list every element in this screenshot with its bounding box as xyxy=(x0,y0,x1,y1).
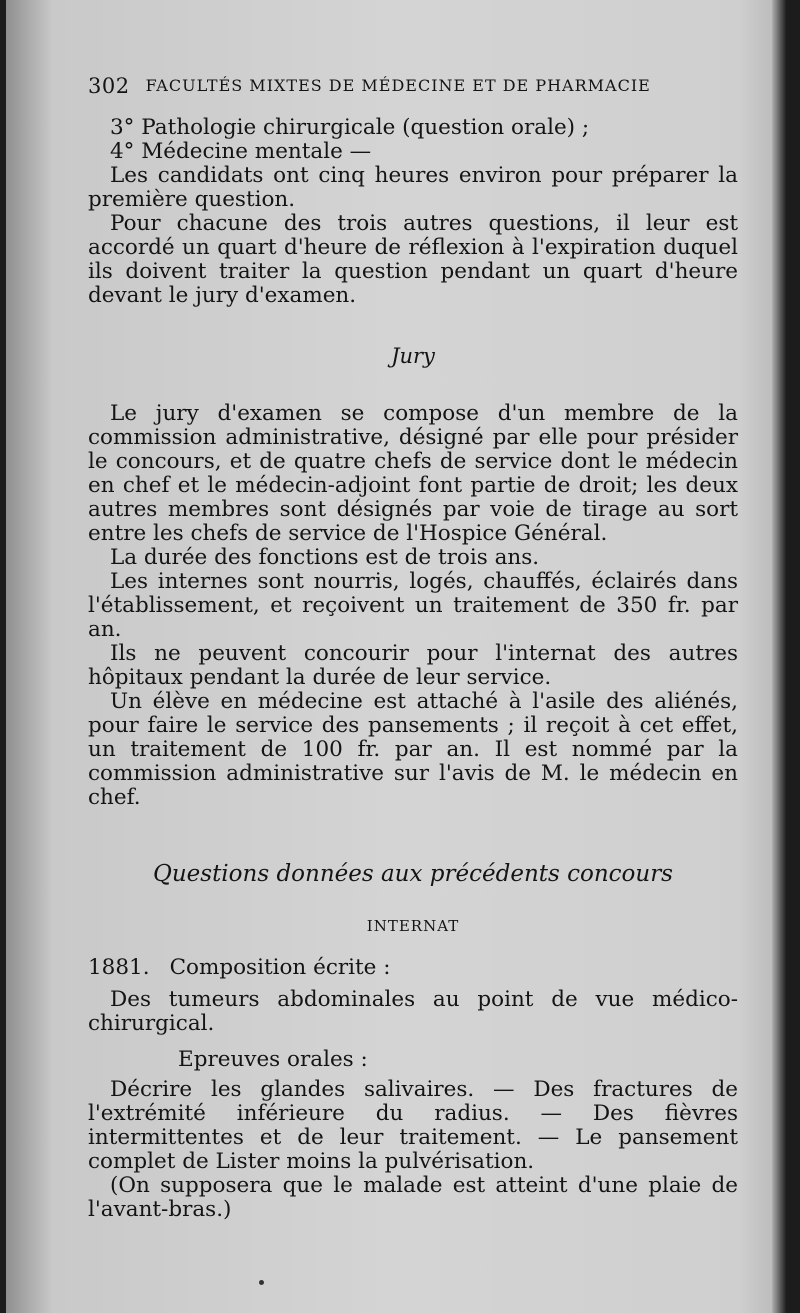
oral-label: Epreuves orales : xyxy=(178,1047,368,1072)
year: 1881. xyxy=(88,955,150,980)
jury-paragraph-5: Un élève en médecine est attaché à l'asile des aliénés, pour faire le service des pansements ; il reçoit à cet effet, un traitement de 100 fr. par an. Il est nommé par la commission administrative sur l'avis de M. le médecin en chef. xyxy=(88,689,738,810)
written-label: Composition écrite : xyxy=(169,955,391,980)
written-question: Des tumeurs abdominales au point de vue médico-chirurgical. xyxy=(88,987,738,1036)
intro-paragraph-1: Les candidats ont cinq heures environ pour préparer la première question. xyxy=(88,163,738,212)
ink-speck xyxy=(259,1280,264,1285)
page-text xyxy=(88,70,738,1222)
jury-paragraph-4: Ils ne peuvent concourir pour l'internat des autres hôpitaux pendant la durée de leur service. xyxy=(88,641,738,690)
list-item-3: 3° Pathologie chirurgicale (question orale) ; xyxy=(110,115,590,140)
running-head xyxy=(88,70,738,102)
list-item-4: 4° Médecine mentale — xyxy=(110,139,372,164)
jury-paragraph-3: Les internes sont nourris, logés, chauffés, éclairés dans l'établissement, et reçoivent un traitement de 350 fr. par an. xyxy=(88,569,738,642)
year-line xyxy=(88,956,738,980)
running-title: FACULTÉS MIXTES DE MÉDECINE ET DE PHARMACIE xyxy=(145,76,651,95)
intro-paragraph-2: Pour chacune des trois autres questions, il leur est accordé un quart d'heure de réflexion à l'expiration duquel ils doivent traiter la question pendant un quart d'heure devant le jury d'examen. xyxy=(88,211,738,308)
jury-paragraph-2: La durée des fonctions est de trois ans. xyxy=(110,545,540,570)
questions-heading: Questions données aux précédents concours xyxy=(152,861,673,887)
page-edge-shadow xyxy=(772,0,786,1313)
page-number: 302 xyxy=(88,74,130,98)
book-page xyxy=(6,0,786,1313)
jury-heading: Jury xyxy=(391,344,435,368)
oral-questions: Décrire les glandes salivaires. — Des fractures de l'extrémité inférieure du radius. — Des fièvres intermittentes et de leur traitement. — Le pansement complet de Lister moins la pulvérisation. xyxy=(88,1077,738,1174)
jury-paragraph-1: Le jury d'examen se compose d'un membre de la commission administrative, désigné par elle pour présider le concours, et de quatre chefs de service dont le médecin en chef et le médecin-adjoint font partie de droit; les deux autres membres sont désignés par voie de tirage au sort entre les chefs de service de l'Hospice Général. xyxy=(88,401,738,546)
oral-note: (On supposera que le malade est atteint d'une plaie de l'avant-bras.) xyxy=(88,1173,738,1222)
internat-subheading: INTERNAT xyxy=(366,917,460,935)
